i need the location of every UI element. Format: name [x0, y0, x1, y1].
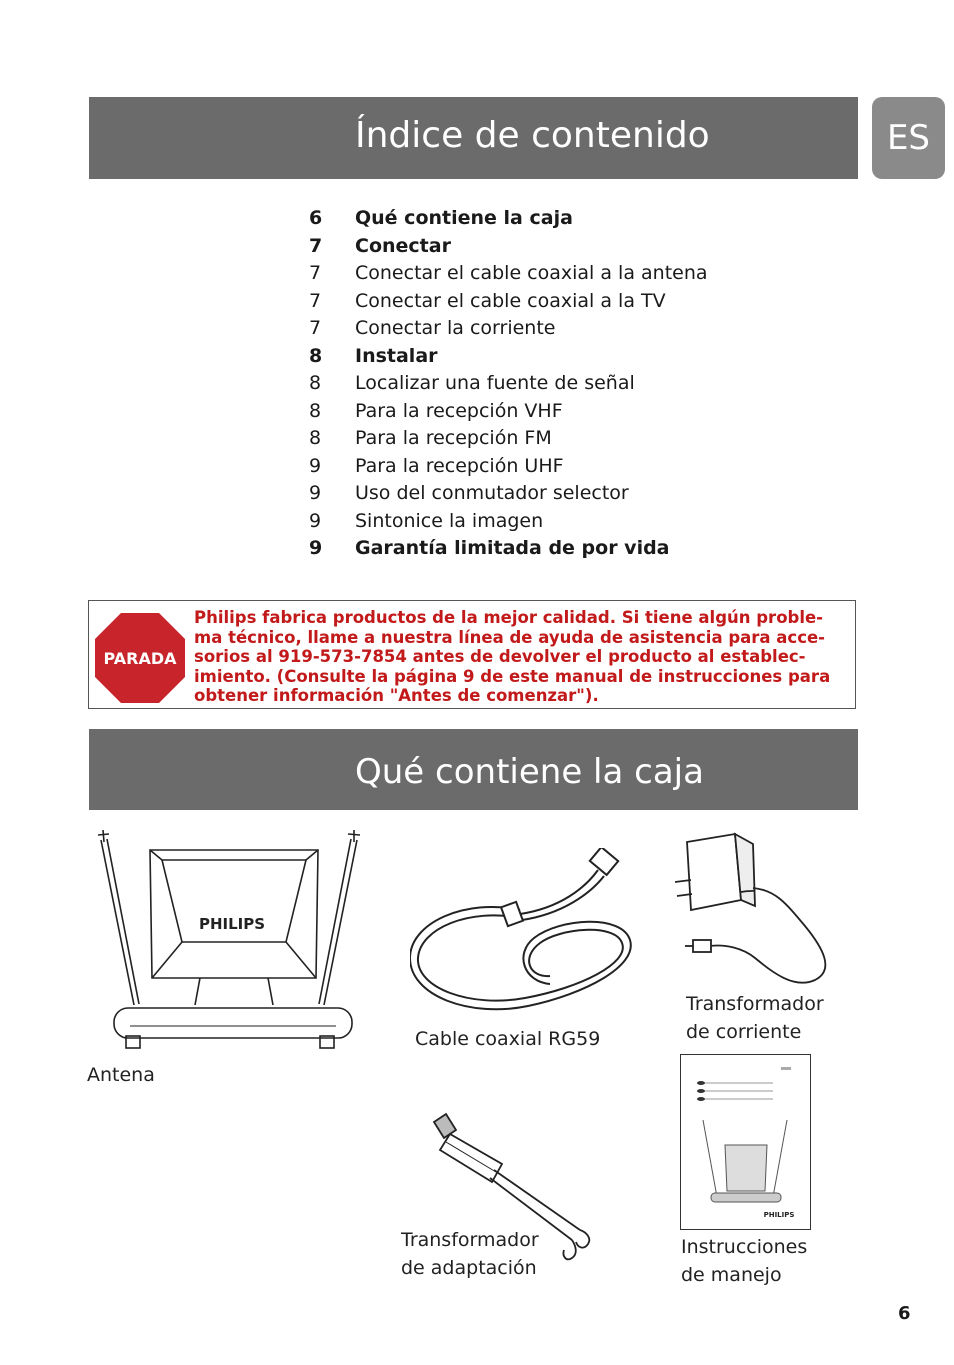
warning-box [88, 600, 856, 709]
coax-cable-illustration [410, 848, 635, 1018]
toc-page-number: 8 [309, 427, 322, 449]
toc-entry-text: Qué contiene la caja [355, 207, 573, 229]
toc-entry-text: Para la recepción FM [355, 427, 552, 449]
toc-entry [309, 233, 849, 261]
toc-page-number: 9 [309, 509, 322, 532]
toc-page-number: 9 [309, 537, 323, 559]
stop-sign-icon [95, 613, 185, 703]
toc-entry [309, 508, 849, 536]
toc-entry-text: Conectar [355, 234, 451, 257]
manual-cover-graphic [681, 1055, 809, 1228]
antenna-logo: PHILIPS [198, 915, 266, 933]
toc-entry-text: Localizar una fuente de señal [355, 372, 635, 394]
toc-entry [309, 370, 849, 398]
toc-entry [309, 480, 849, 508]
caption-line: de adaptación [401, 1257, 537, 1279]
toc-page-number: 9 [309, 454, 322, 477]
toc-entry [309, 398, 849, 426]
toc-entry [309, 315, 849, 343]
toc-page-number: 8 [309, 372, 322, 394]
toc-page-number: 7 [309, 317, 322, 339]
toc-page-number: 7 [309, 262, 322, 284]
caption-line: de corriente [686, 1021, 802, 1043]
toc-entry [309, 343, 849, 371]
warning-line: sorios al 919-573-7854 antes de devolver el producto al establec- [194, 647, 806, 666]
warning-line: ma técnico, llame a nuestra línea de ayuda de asistencia para acce- [194, 627, 826, 647]
warning-text [194, 608, 854, 706]
coax-cable-caption: Cable coaxial RG59 [415, 1028, 601, 1050]
caption-line: Transformador [401, 1229, 539, 1251]
toc-header-banner [89, 97, 858, 179]
toc-entry [309, 535, 849, 563]
toc-page-number: 8 [309, 399, 322, 422]
toc-page-number: 6 [309, 207, 323, 229]
caption-line: Transformador [686, 993, 824, 1015]
toc-page-number: 9 [309, 482, 322, 504]
power-transformer-illustration [675, 830, 835, 990]
toc-entry [309, 453, 849, 481]
toc-entry-text: Uso del conmutador selector [355, 482, 629, 504]
warning-line: Philips fabrica productos de la mejor calidad. Si tiene algún proble- [194, 608, 824, 627]
manual-logo: PHILIPS [763, 1211, 795, 1219]
toc-entry-text: Conectar el cable coaxial a la antena [355, 262, 708, 284]
toc-page-number: 7 [309, 289, 322, 312]
toc-entry-text: Para la recepción VHF [355, 399, 563, 422]
warning-line: obtener información "Antes de comenzar"). [194, 686, 599, 705]
caption-line: Instrucciones [681, 1236, 808, 1258]
language-tab: ES [872, 97, 945, 179]
toc-entry-text: Conectar el cable coaxial a la TV [355, 289, 666, 312]
toc-entry [309, 205, 849, 233]
adapter-transformer-caption [401, 1226, 539, 1282]
toc-entry-text: Garantía limitada de por vida [355, 537, 670, 559]
box-contents-title: Qué contiene la caja [355, 752, 704, 792]
toc-page-number: 8 [309, 344, 323, 367]
antenna-caption: Antena [87, 1064, 155, 1086]
toc-entry [309, 288, 849, 316]
stop-sign-label: PARADA [103, 649, 177, 668]
warning-line: imiento. (Consulte la página 9 de este manual de instrucciones para [194, 666, 831, 686]
antenna-illustration [90, 830, 360, 1055]
page-number: 6 [898, 1303, 911, 1324]
power-transformer-caption [686, 990, 824, 1046]
toc-entry-text: Para la recepción UHF [355, 454, 564, 477]
manual-illustration [680, 1054, 811, 1230]
caption-line: de manejo [681, 1264, 782, 1286]
table-of-contents [309, 205, 849, 563]
toc-page-number: 7 [309, 234, 323, 257]
toc-entry-text: Instalar [355, 344, 438, 367]
toc-entry [309, 260, 849, 288]
toc-entry-text: Sintonice la imagen [355, 509, 544, 532]
toc-title: Índice de contenido [355, 115, 710, 156]
box-contents-banner [89, 729, 858, 810]
manual-caption [681, 1233, 807, 1289]
toc-entry [309, 425, 849, 453]
toc-entry-text: Conectar la corriente [355, 317, 556, 339]
